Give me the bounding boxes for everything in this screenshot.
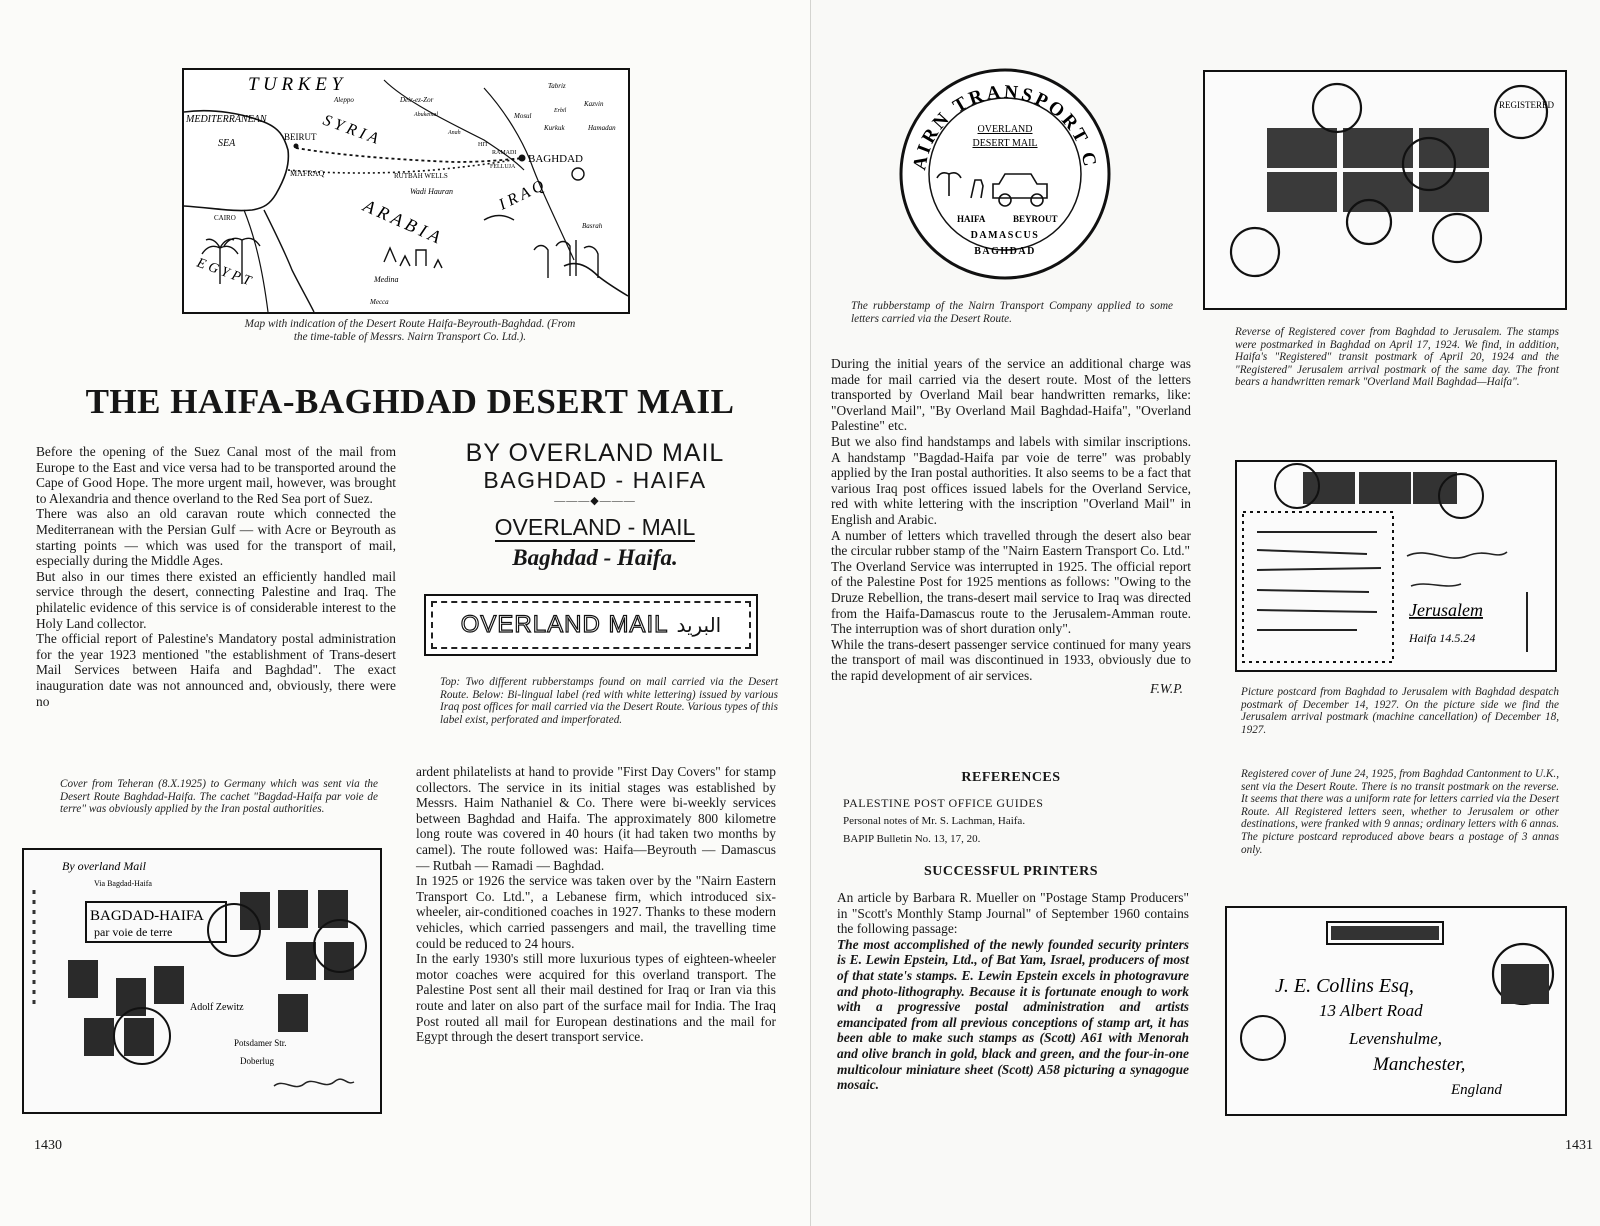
map-label-mafraq: MAFRAQ [290, 169, 325, 178]
map-label-egypt: E G Y P T [194, 255, 253, 290]
cover-drawing [24, 850, 380, 1112]
page-number-right: 1431 [1565, 1138, 1593, 1153]
rubberstamp-line-3: OVERLAND - MAIL [494, 514, 696, 540]
map-label-cairo: CAIRO [214, 214, 236, 222]
address-line-2: 13 Albert Road [1319, 1001, 1423, 1020]
map-label-abukemal: Abukemal [414, 112, 438, 118]
address-line-5: England [1451, 1082, 1502, 1098]
rubberstamp-line-4: Baghdad - Haifa. [512, 545, 678, 570]
cover-stamp-1: BAGDAD-HAIFA [90, 908, 204, 924]
manchester-cover-image [1225, 906, 1567, 1116]
paragraph: Before the opening of the Suez Canal most of the mail from Europe to the East and vice versa had to be transported around the Cape of Good Hope. The more urgent mail, however, was brought to Alexandria and thence overland to the Red Sea port of Suez. [36, 444, 396, 506]
printers-heading: SUCCESSFUL PRINTERS [923, 864, 1099, 879]
printers-intro: An article by Barbara R. Mueller on "Postage Stamp Producers" in "Scott's Monthly Stamp Journal" of September 1960 contains the following passage: [837, 890, 1189, 937]
registered-1925-caption: Registered cover of June 24, 1925, from Baghdad Cantonment to U.K., sent via the Desert Route. There is no transit postmark on the reverse. It seems that there was a uniform rate for letters carried via the Desert Route. All Registered letters seen, whether to Jerusalem or other destinations, were franked with 9 annas; ordinary letters with 6 annas. The picture postcard reproduced above bears a postage of 3 annas only. [1241, 768, 1559, 856]
paragraph: But we also find handstamps and labels with similar inscriptions. A handstamp "Bagdad-Haifa par voie de terre" was probably applied by the Iran postal authorities. It also seems to be a fact that various Iraq post offices issued labels for the Overland Service, red with white lettering with the inscription "Overland Mail" in English and Arabic. [831, 433, 1191, 527]
map-label-hamadan: Hamadan [588, 124, 616, 132]
paragraph: A number of letters which travelled through the desert also bear the circular rubber stamp of the "Nairn Eastern Transport Co. Ltd." [831, 527, 1191, 559]
cover-addressee: Adolf Zewitz [190, 1002, 244, 1013]
signature: F.W.P. [1150, 681, 1183, 697]
map-label-sea: SEA [218, 138, 236, 149]
paragraph: The official report of Palestine's Mandatory postal administration for the year 1923 mentioned "the establishment of Trans-desert Mail Services between Haifa and Baghdad". The exact inauguration date was not announced and, obviously, there were no [36, 631, 396, 709]
rubberstamp-line-2: BAGHDAD - HAIFA [483, 467, 707, 493]
map-label-hit: HIT [478, 142, 488, 148]
right-page [810, 0, 1600, 1226]
map-label-deir: Deir-ez-Zor [400, 96, 434, 104]
map-label-baghdad: BAGHDAD [528, 153, 583, 165]
label-text: OVERLAND MAIL [460, 611, 669, 638]
map-label-tabriz: Tabriz [548, 82, 566, 90]
left-column-2-text [416, 764, 776, 1045]
map-label-fellujah: FELLUJA [490, 164, 516, 170]
seal-caption: The rubberstamp of the Nairn Transport Company applied to some letters carried via the Desert Route. [851, 300, 1173, 325]
map-label-beirut: BEIRUT [284, 132, 317, 142]
seal-baghdad: BAGHDAD [974, 246, 1036, 257]
map-label-turkey: T U R K E Y [248, 74, 343, 95]
ornament-divider: ———◆——— [554, 495, 636, 507]
map-label-kazvin: Kazvin [584, 100, 604, 108]
printers-text [837, 890, 1189, 1093]
registered-cover-reverse-image [1203, 70, 1567, 310]
cover-street: Potsdamer Str. [234, 1038, 287, 1048]
reference-item: PALESTINE POST OFFICE GUIDES [843, 796, 1044, 810]
postcard-origin: Haifa 14.5.24 [1409, 631, 1476, 645]
references-heading: REFERENCES [961, 770, 1061, 785]
paragraph: While the trans-desert passenger service continued for many years the transport of mail was discontinued in 1933, obviously due to the rapid development of air services. [831, 636, 1191, 683]
map-label-basrah: Basrah [582, 222, 603, 230]
overland-mail-label [424, 594, 758, 656]
registered-postmark-text: REGISTERED [1499, 100, 1554, 110]
route-map [182, 68, 630, 314]
seal-damascus: DAMASCUS [970, 230, 1040, 241]
cover-city: Doberlug [240, 1056, 274, 1066]
reference-item: BAPIP Bulletin No. 13, 17, 20. [843, 833, 981, 845]
printers-quote: The most accomplished of the newly founded security printers is E. Lewin Epstein, Ltd., of Bat Yam, Israel, producers of most of that state's stamps. E. Lewin Epstein excels in photogravure and photo-lithography. Because it is fortunate enough to work with a progressive postal administration and artists emancipated from all previous conceptions of stamp art, it has been able to make such stamps as (Scott) A61 with Menorah and olive branch in gold, black and green, and the four-in-one multicolour miniature sheet (Scott) A58 picturing a synagogue mosaic. [837, 936, 1189, 1093]
rubberstamps-block [420, 440, 770, 572]
map-label-syria: S Y R I A [320, 111, 381, 148]
seal-ring-text: AIRN TRANSPORT C [909, 81, 1101, 172]
cover-line-1: By overland Mail [62, 859, 146, 873]
picture-postcard-image [1235, 460, 1557, 672]
address-line-3: Levenshulme, [1349, 1029, 1443, 1048]
map-label-rutbah: RUTBAH WELLS [394, 172, 448, 180]
address-line-1: J. E. Collins Esq, [1275, 975, 1414, 997]
rubberstamps-caption: Top: Two different rubberstamps found on mail carried via the Desert Route. Below: Bi-lingual label (red with white lettering) issued by various Iraq post offices for mail carried via the Desert Route. Various types of this label exist, perforated and imperforated. [440, 676, 778, 726]
right-column-1-text [831, 356, 1191, 697]
cover-caption: Cover from Teheran (8.X.1925) to Germany which was sent via the Desert Route Baghdad-Haifa. The cachet "Bagdad-Haifa par voie de terre" was obviously applied by the Iran postal authorities. [60, 778, 378, 816]
map-drawing [184, 70, 628, 312]
seal-haifa: HAIFA [957, 214, 986, 224]
map-label-arabia: A R A B I A [360, 195, 444, 248]
map-label-wadi: Wadi Hauran [410, 187, 454, 196]
map-label-mediterranean: MEDITERRANEAN [186, 114, 267, 125]
paragraph: In 1925 or 1926 the service was taken over by the "Nairn Eastern Transport Co. Ltd.", a Lebanese firm, which introduced six-wheeler, air-conditioned coaches in 1927. Thanks to these modern vehicles, which carried passengers and mail, the travelling time could be reduced to 24 hours. [416, 873, 776, 951]
map-label-kerkuk: Kurkuk [544, 124, 565, 132]
left-column-1-text [36, 444, 396, 709]
seal-line-2: DESERT MAIL [972, 138, 1038, 149]
paragraph: ardent philatelists at hand to provide "First Day Covers" for stamp collectors. The service in its initial stages was established by Messrs. Haim Nathaniel & Co. There were bi-weekly services between Baghdad and Haifa. The approximately 800 kilometre long route was covered in 40 hours (it had taken two months by camel). The route followed was: Haifa—Beyrouth — Damascus — Rutbah — Ramadi — Baghdad. [416, 764, 776, 873]
page-number-left: 1430 [34, 1138, 62, 1153]
map-caption: Map with indication of the Desert Route Haifa-Beyrouth-Baghdad. (From the time-table of Messrs. Nairn Transport Co. Ltd.). [244, 318, 576, 343]
seal-beyrout: BEYROUT [1013, 214, 1058, 224]
references-list [843, 794, 1183, 848]
paragraph: There was also an old caravan route which connected the Mediterranean with the Persian Gulf — with Acre or Beyrouth as starting points — which was used for the transport of mail, especially during the Middle Ages. [36, 506, 396, 569]
postcard-caption: Picture postcard from Baghdad to Jerusalem with Baghdad despatch postmark of December 14, 1927. On the picture side we find the Jerusalem arrival postmark (machine cancellation) of December 18, 1927. [1241, 686, 1559, 736]
registered-cover-caption: Reverse of Registered cover from Baghdad to Jerusalem. The stamps were postmarked in Baghdad on April 17, 1924. We find, in addition, Haifa's "Registered" transit postmark of April 20, 1924 and the "Registered" Jerusalem arrival postmark of the same day. The front bears a handwritten remark "Overland Mail Baghdad—Haifa". [1235, 326, 1559, 389]
nairn-seal [897, 66, 1113, 282]
map-label-aleppo: Aleppo [334, 96, 354, 104]
paragraph: During the initial years of the service an additional charge was made for mail carried via the desert route. Most of the letters transported by Overland Mail bear handwritten remarks, like: "Overland Mail", "By Overland Mail Baghdad-Haifa", "Overland Palestine" etc. [831, 356, 1191, 434]
paragraph: The Overland Service was interrupted in 1925. The official report of the Palestine Post for 1925 mentions as follows: "Owing to the Druze Rebellion, the trans-desert mail service to Iraq was directed from the Haifa-Damascus route to the Jerusalem-Amman route. The interruption was of short duration only". [831, 558, 1191, 637]
map-label-anah: Anah [448, 130, 461, 136]
map-label-mecca: Mecca [370, 298, 389, 306]
postcard-destination: Jerusalem [1409, 600, 1483, 620]
address-line-4: Manchester, [1373, 1054, 1466, 1075]
label-arabic: البريد [676, 613, 722, 637]
reference-item: Personal notes of Mr. S. Lachman, Haifa. [843, 815, 1026, 827]
map-label-erbil: Erbil [554, 108, 567, 114]
cover-line-2: Via Bagdad-Haifa [94, 879, 152, 888]
map-label-iraq: I R A Q [496, 177, 547, 214]
teheran-cover-image [22, 848, 382, 1114]
seal-line-1: OVERLAND [977, 124, 1033, 135]
rubberstamp-line-1: BY OVERLAND MAIL [465, 439, 725, 467]
map-label-ramadi: RAMADI [492, 150, 517, 156]
paragraph: In the early 1930's still more luxurious types of eighteen-wheeler motor coaches were acquired for this overland transport. The Palestine Post sent all their mail destined for Iraq or Iran via this route and later on also part of the surface mail for India. The Iraq Post routed all mail for European destinations and the mail for Egypt through the desert transport service. [416, 951, 776, 1045]
map-label-medina: Medina [374, 275, 399, 284]
paragraph: But also in our times there existed an efficiently handled mail service through the desert, connecting Palestine and Iraq. The philatelic evidence of this service is of considerable interest to the Holy Land collector. [36, 568, 396, 631]
article-title: THE HAIFA-BAGHDAD DESERT MAIL [85, 382, 735, 421]
map-label-mosul: Mosul [514, 112, 532, 120]
cover-stamp-2: par voie de terre [94, 925, 173, 939]
